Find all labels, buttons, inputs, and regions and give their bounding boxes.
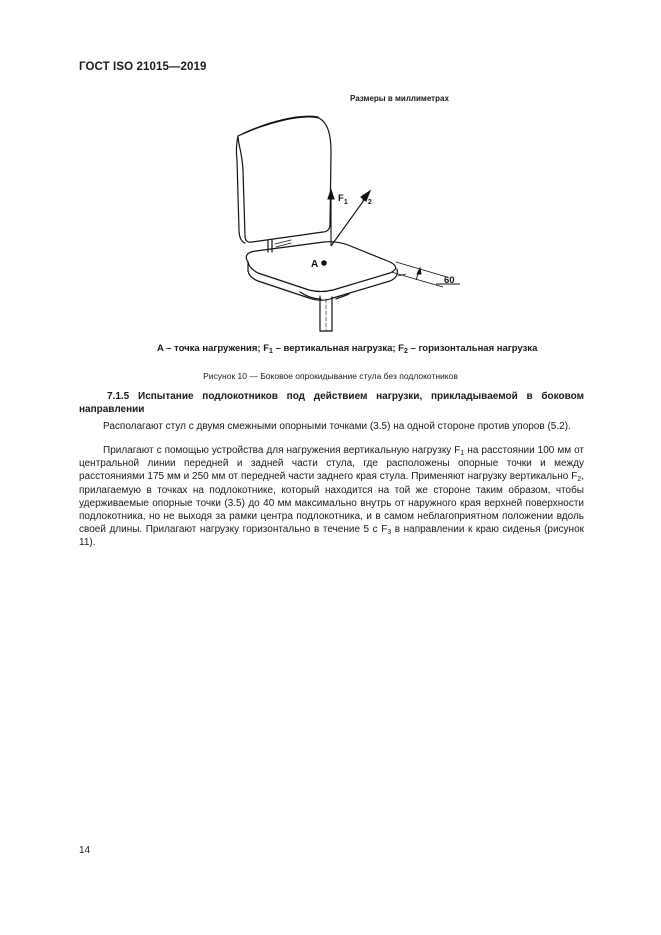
paragraph-2-text-b: на расстоянии 100 мм от центральной линии передней и задней части стула, где расположены опорные точки и между расстояниями 175 мм и 250 мм от передней части заднего края стула. Применяют нагрузку вертикально F <box>79 445 585 483</box>
paragraph-2-text-c: , прилагаемую в точках на подлокотнике, который находится на той же стороне таким образом, чтобы удерживаемые опорные точки (3.5) до 40 мм максимально внутрь от наружного края верхней поверхности подлокотника, но не выходя за рамки центра подлокотника, и в самом неблагоприятном положении вдоль своей длины. Прилагают нагрузку горизонтально в течение 5 с F <box>79 471 584 536</box>
page-number: 14 <box>79 845 91 856</box>
label-f1: F <box>338 193 344 204</box>
section-number: 7.1.5 <box>107 391 130 402</box>
load-point-a <box>321 260 327 266</box>
legend-text-a: A – точка нагружения; F <box>157 343 270 354</box>
paragraph-2-sub-1: 1 <box>460 450 465 457</box>
seat-front-edge <box>248 262 397 300</box>
section-heading <box>79 390 584 416</box>
paragraph-2-text-d: в направлении к краю сиденья (рисунок 11). <box>79 524 584 549</box>
paragraph-1 <box>79 420 584 433</box>
legend-text-f1: – вертикальная нагрузка; F <box>272 343 404 354</box>
paragraph-2-text-a: Прилагают с помощью устройства для нагружения вертикальную нагрузку F <box>103 445 461 456</box>
legend-sub-2: 2 <box>403 348 408 355</box>
svg-text:F2 <box>362 193 372 206</box>
chair-drawing <box>0 0 661 360</box>
label-point-a: A <box>311 259 319 270</box>
dimension-60: 60 <box>444 275 455 286</box>
svg-text:F1 <box>338 193 348 206</box>
section-title: Испытание подлокотников под действием нагрузки, прикладываемой в боковом направлении <box>79 391 584 415</box>
paragraph-1-text: Располагают стул с двумя смежными опорными точками (3.5) на одной стороне против упоров (5.2). <box>103 421 571 432</box>
paragraph-2-sub-2: 2 <box>577 476 582 484</box>
legend-sub-1: 1 <box>269 348 273 355</box>
backrest-top-edge <box>242 116 318 134</box>
dimensions-note: Размеры в миллиметрах <box>350 94 449 103</box>
paragraph-2 <box>79 444 584 550</box>
label-f2-sub: 2 <box>367 199 372 206</box>
document-header: ГОСТ ISO 21015—2019 <box>79 61 207 73</box>
figure-legend <box>157 343 537 354</box>
label-f1-sub: 1 <box>343 199 348 206</box>
paragraph-2-sub-3: 3 <box>387 529 392 537</box>
backrest-outline <box>238 117 331 242</box>
legend-text-f2: – горизонтальная нагрузка <box>407 343 538 354</box>
label-f2: F <box>362 193 368 204</box>
figure-caption: Рисунок 10 — Боковое опрокидывание стула без подлокотников <box>203 371 458 381</box>
